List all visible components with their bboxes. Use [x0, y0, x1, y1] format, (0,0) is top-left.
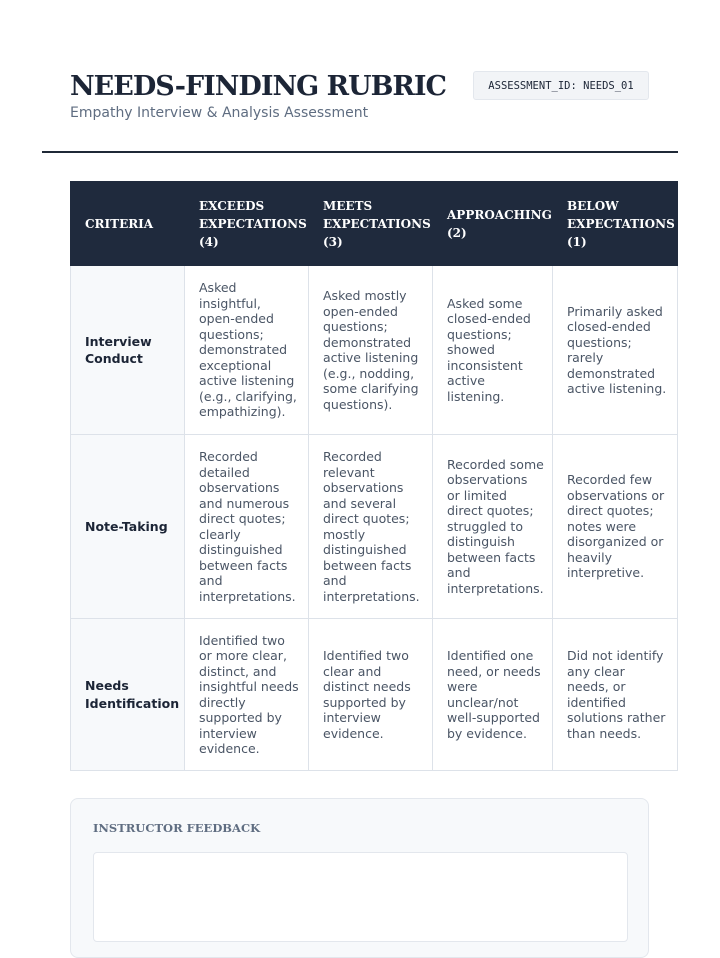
column-header-approaching: APPROACHING (2)	[433, 182, 553, 266]
table-row	[71, 435, 678, 619]
rubric-cell: Recorded few observations or direct quotes; notes were disorganized or heavily interpretive.	[553, 435, 678, 619]
rubric-cell: Recorded some observations or limited direct quotes; struggled to distinguish between facts and interpretations.	[433, 435, 553, 619]
column-header-exceeds: EXCEEDS EXPECTATIONS (4)	[185, 182, 309, 266]
rubric-cell: Identified two clear and distinct needs supported by interview evidence.	[309, 619, 433, 771]
criterion-needs-identification: Needs Identification	[71, 619, 185, 771]
column-header-criteria: CRITERIA	[71, 182, 185, 266]
criterion-interview-conduct: Interview Conduct	[71, 266, 185, 435]
rubric-cell: Identified two or more clear, distinct, and insightful needs directly supported by interview evidence.	[185, 619, 309, 771]
rubric-cell: Asked mostly open-ended questions; demonstrated active listening (e.g., nodding, some clarifying questions).	[309, 266, 433, 435]
page-title: NEEDS-FINDING RUBRIC	[70, 71, 446, 102]
rubric-cell: Recorded detailed observations and numerous direct quotes; clearly distinguished between facts and interpretations.	[185, 435, 309, 619]
assessment-id-badge: ASSESSMENT_ID: NEEDS_01	[473, 71, 649, 100]
header-divider	[42, 151, 678, 153]
rubric-cell: Primarily asked closed-ended questions; rarely demonstrated active listening.	[553, 266, 678, 435]
rubric-cell: Did not identify any clear needs, or identified solutions rather than needs.	[553, 619, 678, 771]
rubric-table	[70, 181, 678, 771]
rubric-cell: Recorded relevant observations and several direct quotes; mostly distinguished between facts and interpretations.	[309, 435, 433, 619]
rubric-cell: Identified one need, or needs were unclear/not well-supported by evidence.	[433, 619, 553, 771]
rubric-cell: Asked some closed-ended questions; showed inconsistent active listening.	[433, 266, 553, 435]
rubric-header-row	[71, 182, 678, 266]
column-header-meets: MEETS EXPECTATIONS (3)	[309, 182, 433, 266]
page-subtitle: Empathy Interview & Analysis Assessment	[70, 105, 369, 121]
column-header-below: BELOW EXPECTATIONS (1)	[553, 182, 678, 266]
table-row	[71, 266, 678, 435]
table-row	[71, 619, 678, 771]
rubric-cell: Asked insightful, open-ended questions; demonstrated exceptional active listening (e.g., clarifying, empathizing).	[185, 266, 309, 435]
instructor-feedback-label: INSTRUCTOR FEEDBACK	[93, 821, 261, 835]
instructor-feedback-field[interactable]	[93, 852, 628, 942]
instructor-feedback-section	[70, 798, 649, 958]
criterion-note-taking: Note-Taking	[71, 435, 185, 619]
